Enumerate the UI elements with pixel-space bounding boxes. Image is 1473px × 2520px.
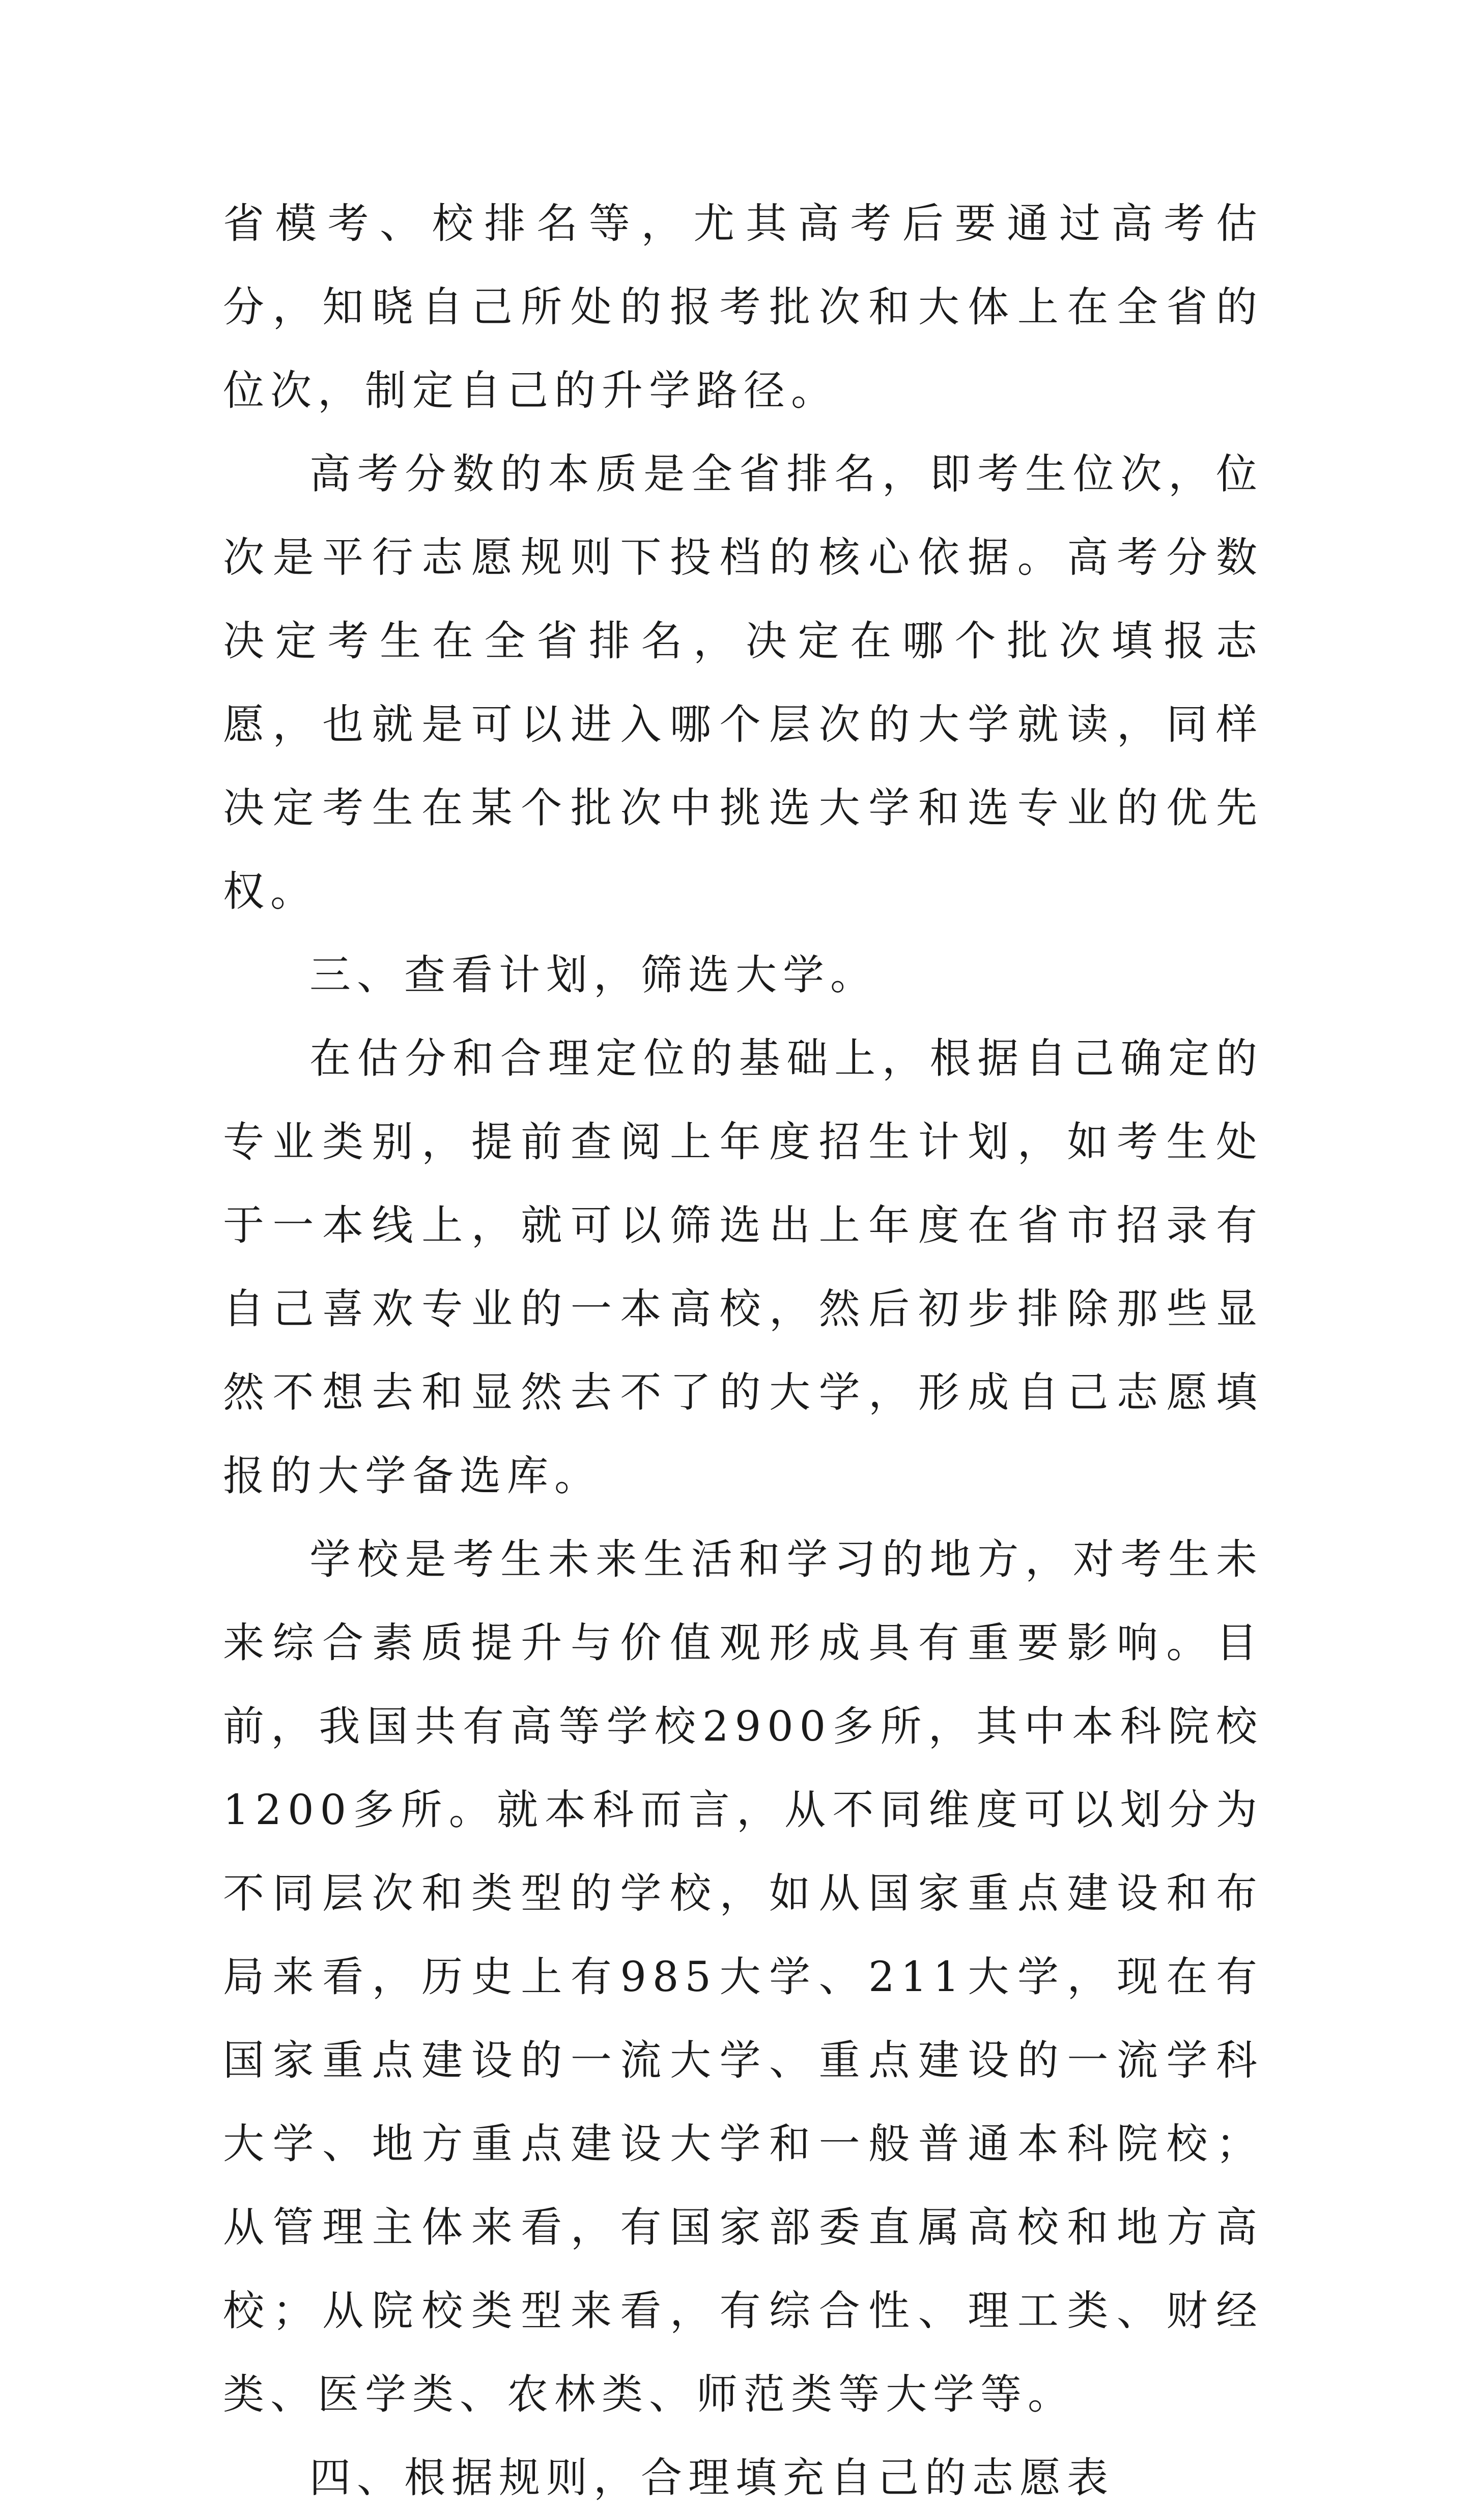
paragraph-score-ranking: 高考分数的本质是全省排名，即考生位次，位次是平行志愿规则下投档的核心依据。高考分数决定考生在全省排名，决定在哪个批次填报志愿，也就是可以进入哪个层次的大学就读，同样决定考生在某个批次中挑选大学和选专业的优先权。 <box>223 451 1263 916</box>
document-body <box>223 182 1263 2520</box>
paragraph-school-types: 学校是考生未来生活和学习的地方，对考生未来综合素质提升与价值观形成具有重要影响。目前，我国共有高等学校2900多所，其中本科院校1200多所。就本科而言，从不同维度可以划分为不同层次和类型的学校，如从国家重点建设和布局来看，历史上有985大学、211大学，现在有国家重点建设的一流大学、重点建设的一流学科大学、地方重点建设大学和一般普通本科院校；从管理主体来看，有国家部委直属高校和地方高校；从院校类型来看，有综合性、理工类、财经类、医学类、农林类、师范类等大学等。 <box>223 1536 1263 2419</box>
paragraph-continuation: 省模考、校排名等，尤其高考后要通过高考估分，知晓自己所处的报考批次和大体上在全省的位次，制定自己的升学路径。 <box>223 200 1263 415</box>
section-heading-3: 三、查看计划，筛选大学。 <box>309 951 878 999</box>
paragraph-check-plan: 在估分和合理定位的基础上，根据自己确定的专业类别，提前查阅上年度招生计划，如考生处于一本线上，就可以筛选出上年度在省市招录有自己喜欢专业的一本高校，然后初步排除那些显然不想去和显然去不了的大学，形成自己志愿填报的大学备选库。 <box>223 1035 1263 1500</box>
section-heading-4: 四、根据规则，合理填充自己的志愿表 <box>309 2454 1115 2502</box>
